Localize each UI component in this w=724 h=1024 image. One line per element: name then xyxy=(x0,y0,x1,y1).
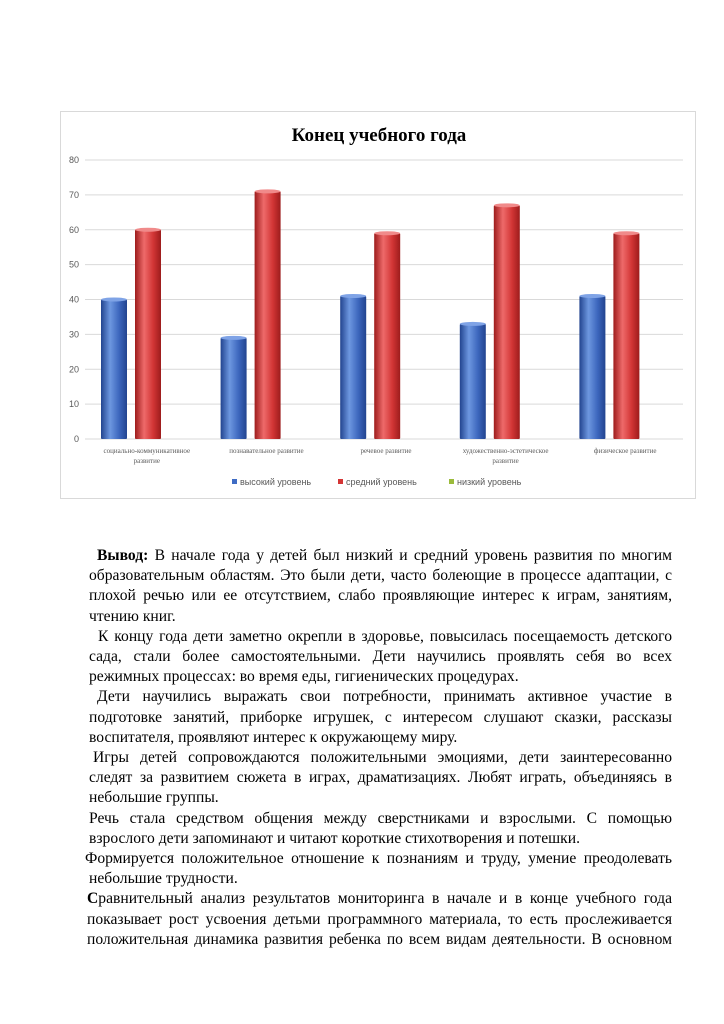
paragraph-6: Формируется положительное отношение к познаниям и труду, умение преодолевать небольшие трудности. xyxy=(85,850,672,888)
bar-top xyxy=(135,228,161,232)
legend-label: низкий уровень xyxy=(457,477,522,487)
chart-title: Конец учебного года xyxy=(291,125,467,146)
bar-high xyxy=(340,296,366,439)
paragraph-7-text: равнительный анализ результатов мониторинга в начале и в конце учебного года показывает рост усвоения детьми программного материала, то есть прослеживается положительная динамика развития ребенка по всем видам деятельности. В основном xyxy=(87,890,672,948)
paragraph-4: Игры детей сопровождаются положительными эмоциями, дети заинтересованно следят за развитием сюжета в играх, драматизациях. Любят играть, объединяясь в небольшие группы. xyxy=(89,749,672,807)
bar-top xyxy=(221,336,247,340)
category-label: развитие xyxy=(492,457,519,465)
bar-medium xyxy=(374,233,400,439)
bar-top xyxy=(374,231,400,235)
bar-high xyxy=(221,338,247,439)
y-tick-label: 80 xyxy=(68,155,79,165)
legend-swatch xyxy=(232,479,237,484)
category-label: физическое развитие xyxy=(593,447,657,455)
bar-top xyxy=(101,298,127,302)
paragraph-1-text: В начале года у детей был низкий и средний уровень развития по многим образовательным областям. Это были дети, часто болеющие в процессе адаптации, с плохой речью или ее отсутствием, слабо проявляющие интерес к играм, занятиям, чтению книг. xyxy=(89,547,672,625)
paragraph-5: Речь стала средством общения между сверстниками и взрослыми. С помощью взрослого дети запоминают и читают короткие стихотворения и потешки. xyxy=(89,809,672,847)
legend-label: высокий уровень xyxy=(240,477,312,487)
bar-high xyxy=(101,300,127,440)
bar-top xyxy=(460,322,486,326)
category-label: художественно-эстетическое xyxy=(462,447,549,455)
bar-top xyxy=(255,189,281,193)
bar-medium xyxy=(613,233,639,439)
bar-high xyxy=(579,296,605,439)
category-label: развитие xyxy=(133,457,160,465)
bar-top xyxy=(340,294,366,298)
category-label: речевое развитие xyxy=(360,447,412,455)
bar-top xyxy=(613,231,639,235)
y-tick-label: 0 xyxy=(73,434,79,444)
paragraph-3: Дети научились выражать свои потребности, принимать активное участие в подготовке занятий, приборке игрушек, с интересом слушают сказки, рассказы воспитателя, проявляют интерес к окружающему миру. xyxy=(89,688,672,746)
bar-top xyxy=(579,294,605,298)
bar-medium xyxy=(255,191,281,439)
y-tick-label: 40 xyxy=(68,294,79,305)
chart-frame xyxy=(60,111,696,499)
y-tick-label: 50 xyxy=(68,259,79,270)
bar-chart xyxy=(61,112,697,500)
bar-medium xyxy=(135,230,161,439)
bar-top xyxy=(494,203,520,207)
paragraph-7-initial: С xyxy=(87,890,99,908)
paragraph-conclusion xyxy=(89,546,672,627)
legend-label: средний уровень xyxy=(346,477,417,487)
paragraph-7 xyxy=(87,889,672,950)
document-text xyxy=(85,546,672,950)
category-label: познавательное развитие xyxy=(229,447,304,455)
bar-high xyxy=(460,324,486,439)
legend-swatch xyxy=(338,479,343,484)
y-tick-label: 60 xyxy=(68,224,79,235)
conclusion-heading: Вывод: xyxy=(97,547,149,564)
bar-medium xyxy=(494,205,520,439)
paragraph-2: К концу года дети заметно окрепли в здоровье, повысилась посещаемость детского сада, стали более самостоятельными. Дети научились проявлять себя во всех режимных процессах: во время еды, гигиенических процедурах. xyxy=(89,627,672,686)
category-label: социально-коммуникативное xyxy=(103,447,191,455)
legend-swatch xyxy=(449,479,454,484)
y-tick-label: 70 xyxy=(68,189,79,200)
y-tick-label: 10 xyxy=(68,399,79,410)
y-tick-label: 20 xyxy=(68,364,79,375)
y-tick-label: 30 xyxy=(68,329,79,340)
